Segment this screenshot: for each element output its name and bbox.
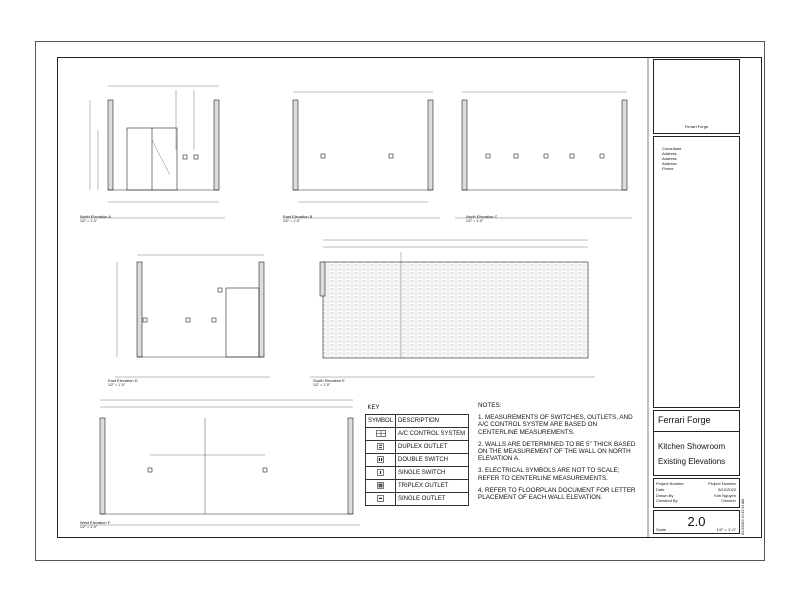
consultant-box (653, 136, 740, 408)
north-elevation-a (80, 86, 225, 218)
consultant-info: Consultant Address Address Address Phone (662, 146, 682, 171)
east-elevation-d (115, 255, 270, 377)
sheet-number: 2.0 (687, 514, 706, 529)
key-row (366, 428, 469, 441)
notes-title: NOTES: (478, 402, 502, 409)
east-elevation-b (283, 92, 440, 218)
view-label-north-c: North Elevation C 1/2" = 1'-0" (466, 214, 498, 223)
key-desc: DUPLEX OUTLET (396, 441, 469, 454)
view-label-south-e: South Elevation E 1/2" = 1'-0" (313, 378, 345, 387)
key-row (366, 467, 469, 480)
note-item: 3. ELECTRICAL SYMBOLS ARE NOT TO SCALE; REFER TO CENTERLINE MEASUREMENTS. (478, 467, 620, 482)
firm-name-top: Ferrari Forge (684, 124, 709, 129)
key-desc: SINGLE SWITCH (396, 467, 469, 480)
key-col-description: DESCRIPTION (396, 415, 469, 428)
key-desc: TRIPLEX OUTLET (396, 480, 469, 493)
print-stamp: 8/10/2020 10:43:44 AM (741, 498, 745, 535)
west-elevation-f (80, 400, 360, 525)
note-item: 1. MEASUREMENTS OF SWITCHES, OUTLETS, AND A/C CONTROL SYSTEM ARE BASED ON CENTERLINE MEASUREMENTS. (478, 414, 633, 436)
view-label-west-f: West Elevation F 1/2" = 1'-0" (80, 520, 111, 529)
north-elevation-c (455, 92, 632, 218)
firm-name: Ferrari Forge (658, 415, 711, 425)
scale-label: Scale (656, 527, 667, 532)
view-label-north-a: North Elevation A 1/2" = 1'-0" (80, 214, 111, 223)
double-switch-icon (377, 456, 384, 463)
project-title-box (653, 410, 740, 476)
sheet-subtitle: Existing Elevations (658, 457, 726, 466)
key-desc: A/C CONTROL SYSTEM (396, 428, 469, 441)
key-row (366, 480, 469, 493)
view-label-east-b: East Elevation B 1/2" = 1'-0" (283, 214, 313, 223)
scale-value: 1/2" = 1'-0" (716, 527, 736, 532)
sheet-number-box (653, 510, 740, 534)
ac-control-icon (376, 430, 386, 437)
view-label-east-d: East Elevation D 1/2" = 1'-0" (108, 378, 138, 387)
symbol-key-table (365, 402, 469, 506)
key-row (366, 493, 469, 506)
key-desc: DOUBLE SWITCH (396, 454, 469, 467)
info-box: Project Number Date Drawn By Checked By Project Number 8/10/2020 Kim Nguyen Checker (653, 478, 740, 508)
notes-section (478, 402, 638, 506)
triplex-outlet-icon (377, 482, 384, 489)
key-col-symbol: SYMBOL (366, 415, 396, 428)
key-desc: SINGLE OUTLET (396, 493, 469, 506)
note-item: 4. REFER TO FLOORPLAN DOCUMENT FOR LETTER PLACEMENT OF EACH WALL ELEVATION. (478, 486, 636, 502)
key-title: KEY (367, 405, 380, 411)
project-title: Kitchen Showroom (658, 442, 726, 451)
single-outlet-icon (377, 495, 384, 502)
key-row (366, 454, 469, 467)
logo-box (653, 59, 740, 134)
duplex-outlet-icon (377, 443, 384, 450)
key-row (366, 441, 469, 454)
south-elevation-e (310, 240, 595, 377)
note-item: 2. WALLS ARE DETERMINED TO BE 5" THICK BASED ON THE MEASUREMENT OF THE WALL ON NORTH ELEVATION A. (478, 440, 636, 463)
single-switch-icon (377, 469, 384, 476)
